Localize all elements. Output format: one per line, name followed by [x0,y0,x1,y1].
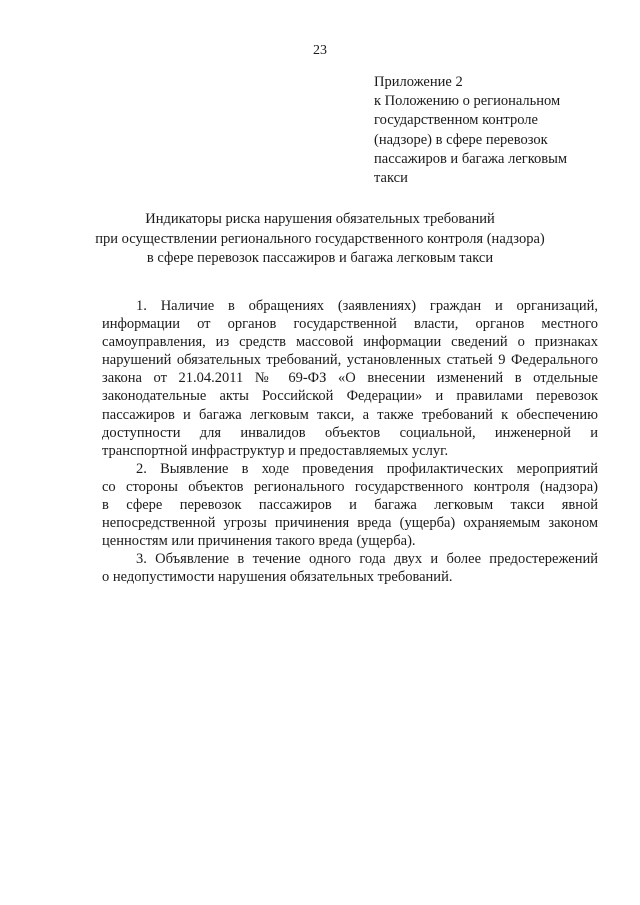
text-line: 1. Наличие в обращениях (заявлениях) граждан и организаций, [136,298,598,314]
title-line: Индикаторы риска нарушения обязательных требований [145,211,495,227]
appendix-header [374,73,614,188]
document-body [102,297,598,587]
text-line: нарушений обязательных требований, установленных статьей 9 Федерального [102,352,598,369]
text-line: о недопустимости нарушения обязательных требований. [102,569,453,586]
text-line: информации от органов государственной власти, органов местного [102,316,598,333]
appendix-line: пассажиров и багажа легковым [374,150,568,167]
appendix-line: к Положению о региональном [374,93,561,110]
appendix-line: такси [374,170,408,187]
appendix-line: (надзоре) в сфере перевозок [374,131,548,148]
text-line: ценностям или причинения такого вреда (ущерба). [102,533,416,550]
text-line: 3. Объявление в течение одного года двух и более предостережений [136,551,598,568]
text-line: законодательные акты Российской Федерации» и правилами перевозок [102,388,598,405]
title-line: при осуществлении регионального государственного контроля (надзора) [95,230,545,247]
text-line: пассажиров и багажа легковым такси, а также требований к обеспечению [102,406,598,423]
appendix-line: Приложение 2 [374,74,463,90]
paragraph-3 [102,550,598,586]
text-line: 2. Выявление в ходе проведения профилактических мероприятий [136,460,598,477]
text-line: непосредственной угрозы причинения вреда (ущерба) охраняемым законом [102,515,598,532]
paragraph-1 [102,297,598,460]
text-line: со стороны объектов регионального государственного контроля (надзора) [102,478,598,495]
document-title [0,210,640,269]
text-line: в сфере перевозок пассажиров и багажа легковым такси явной [102,497,598,514]
text-line: закона от 21.04.2011 № 69-ФЗ «О внесении изменений в отдельные [102,370,598,387]
appendix-line: государственном контроле [374,112,538,129]
text-line: доступности для инвалидов объектов социальной, инженерной и [102,424,598,441]
text-line: транспортной инфраструктур и предоставляемых услуг. [102,442,449,459]
page-number: 23 [313,43,327,58]
title-line: в сфере перевозок пассажиров и багажа легковым такси [146,250,494,266]
text-line: самоуправления, из средств массовой информации сведений о признаках [102,334,598,351]
paragraph-2 [102,460,598,550]
